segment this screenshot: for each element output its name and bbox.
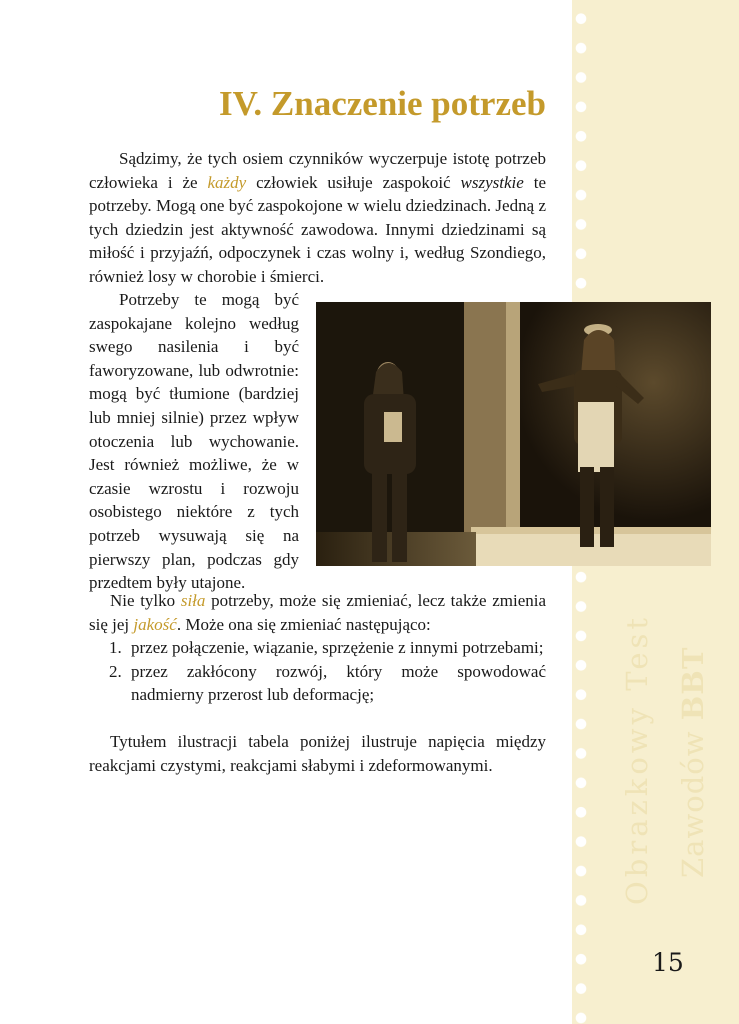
chapter-title: IV. Znaczenie potrzeb (219, 84, 546, 123)
p1-text-e: te potrzeby. Mogą one być zaspokojone w wielu dziedzinach. Jedną z tych dziedzin jest aktywność zawodowa. Innymi dziedzinami są miłość i przyjaźń, odpoczynek i czas wolny i, według Szondiego, również losy w chorobie i śmierci. (89, 172, 547, 286)
paragraph-1 (89, 147, 546, 289)
list-number: 2. (109, 661, 122, 681)
list-text: przez połączenie, wiązanie, sprzężenie z innymi potrzebami; (131, 638, 544, 657)
p1-text-a: Sądzimy, że tych osiem czynników wyczerpuje istotę potrzeb człowieka i że (89, 149, 546, 192)
paragraph-5 (89, 730, 546, 777)
p1-text-c: człowiek usiłuje zaspokoić (256, 172, 451, 192)
p3-text-c: potrzeby, może się zmieniać, lecz także zmienia się jej (89, 591, 547, 634)
p3-highlight-sila: siła (180, 591, 206, 610)
page-number: 15 (652, 948, 684, 977)
list-item (89, 660, 546, 707)
p2-text: Potrzeby te mogą być zaspokajane kolejno według swego nasilenia i być faworyzowane, lub odwrotnie: mogą być tłumione (bardziej lub mniej silnie) przez wpływ otoczenia lub wychowanie. Jest również możliwe, że w czasie wzrostu i rozwoju osobistego niektóre z tych potrzeb wysuwają się na pierwszy plan, podczas gdy przedtem były utajone. (89, 290, 299, 593)
change-list (89, 636, 546, 707)
theatre-photo (316, 302, 711, 566)
list-number: 1. (109, 638, 122, 657)
list-text: przez zakłócony rozwój, który może spowodować nadmierny przerost lub deformację; (131, 661, 546, 705)
p3-text-a: Nie tylko (110, 591, 176, 610)
list-item (89, 636, 546, 660)
p3-highlight-jakosc: jakość (133, 614, 177, 634)
side-title-line2 (676, 647, 710, 878)
p5-text: Tytułem ilustracji tabela poniżej ilustruje napięcia między reakcjami czystymi, reakcjami słabymi i zdeformowanymi. (89, 732, 546, 775)
p1-italic-wszystkie: wszystkie (460, 172, 524, 192)
paragraph-3 (89, 589, 546, 636)
p1-highlight-kazdy: każdy (207, 172, 247, 192)
paragraph-2 (89, 288, 299, 595)
side-title-word: Zawodów (676, 730, 710, 878)
p3-text-e: . Może ona się zmieniać następująco: (176, 614, 431, 634)
side-title-line1: Obrazkowy Test (620, 613, 654, 905)
side-title-acronym: BBT (676, 646, 710, 721)
